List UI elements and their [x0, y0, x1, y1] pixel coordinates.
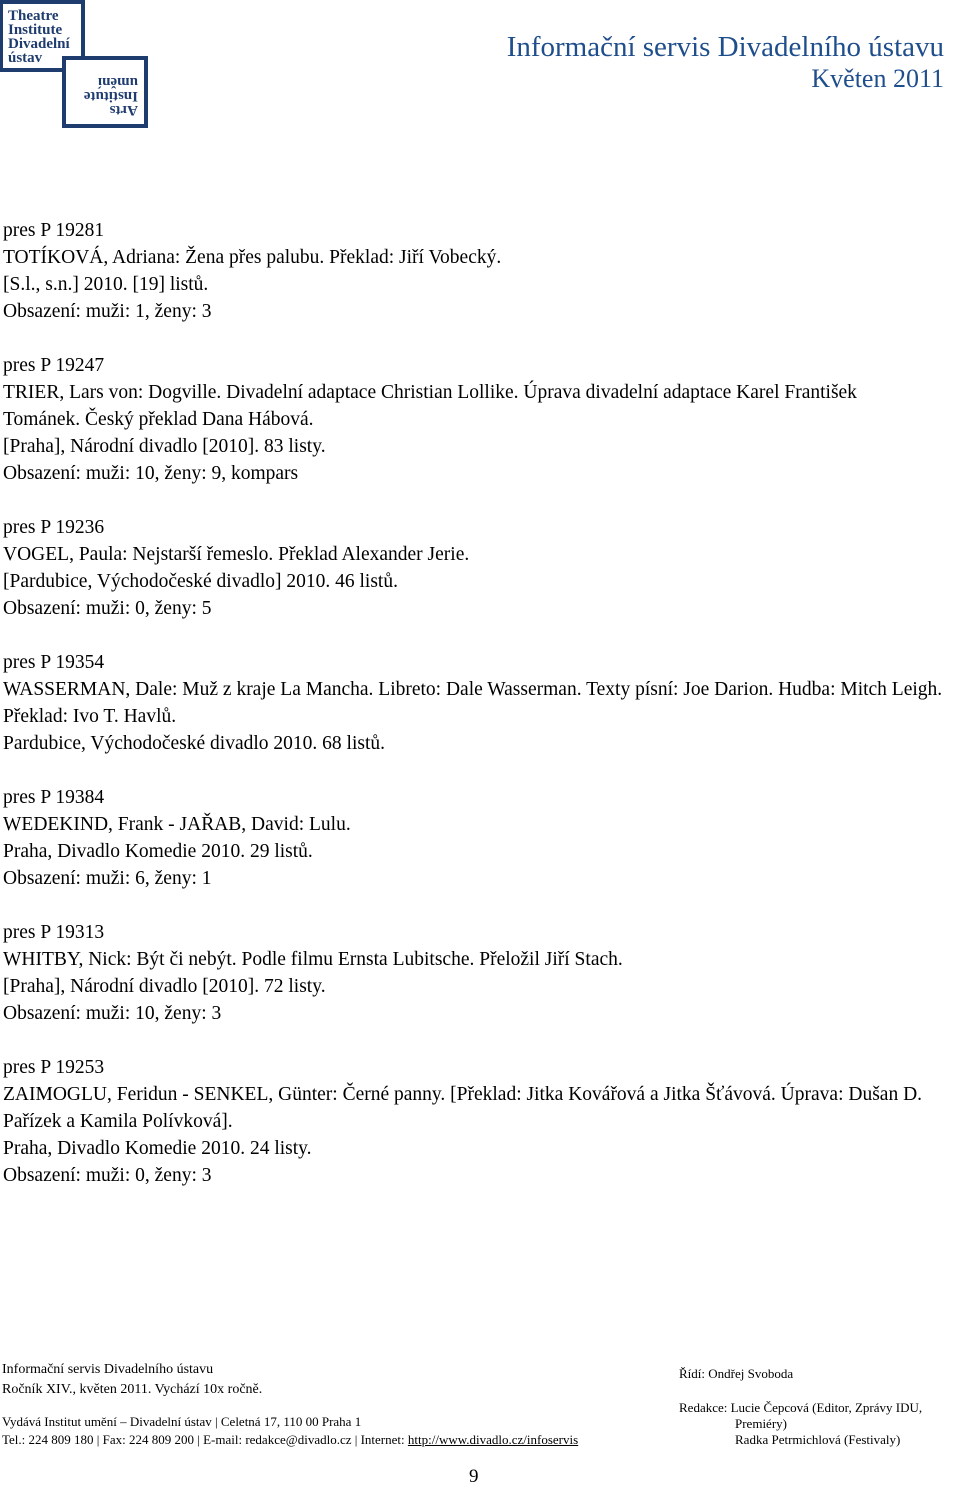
- logo-line-7: umění: [97, 74, 138, 90]
- entry-code: pres P 19313: [3, 922, 105, 943]
- entry-line: [Pardubice, Východočeské divadlo] 2010. 46 listů.: [3, 571, 398, 592]
- catalog-entries: [3, 217, 953, 1216]
- footer-contact-text: Tel.: 224 809 180 | Fax: 224 809 200 | E-mail: redakce@divadlo.cz | Internet:: [2, 1432, 408, 1447]
- catalog-entry: [3, 352, 953, 487]
- logo-line-4: ústav: [8, 50, 43, 66]
- footer-head-editor: Řídí: Ondřej Svoboda: [679, 1366, 794, 1381]
- entry-line: WEDEKIND, Frank - JAŘAB, David: Lulu.: [3, 814, 351, 835]
- entry-code: pres P 19354: [3, 652, 105, 673]
- entry-line: Obsazení: muži: 10, ženy: 3: [3, 1003, 222, 1024]
- entry-line: Obsazení: muži: 0, ženy: 5: [3, 598, 212, 619]
- entry-line: WASSERMAN, Dale: Muž z kraje La Mancha. Libreto: Dale Wasserman. Texty písní: Joe Darion. Hudba: Mitch Leigh. Překlad: Ivo T. Havlů.: [3, 679, 943, 727]
- footer-contact: [2, 1432, 578, 1448]
- entry-code: pres P 19247: [3, 355, 105, 376]
- entry-line: ZAIMOGLU, Feridun - SENKEL, Günter: Černé panny. [Překlad: Jitka Kovářová a Jitka Šťávová. Úprava: Dušan D. Pařízek a Kamila Polívková].: [3, 1084, 923, 1132]
- entry-line: [S.l., s.n.] 2010. [19] listů.: [3, 274, 209, 295]
- footer-magazine: Informační servis Divadelního ústavu: [2, 1362, 214, 1377]
- logo-line-6: Institute: [83, 88, 138, 104]
- entry-line: VOGEL, Paula: Nejstarší řemeslo. Překlad Alexander Jerie.: [3, 544, 470, 565]
- entry-line: Praha, Divadlo Komedie 2010. 24 listy.: [3, 1138, 312, 1159]
- entry-line: Obsazení: muži: 10, ženy: 9, kompars: [3, 463, 299, 484]
- entry-line: Obsazení: muži: 0, ženy: 3: [3, 1165, 212, 1186]
- entry-line: [Praha], Národní divadlo [2010]. 83 listy.: [3, 436, 326, 457]
- catalog-entry: [3, 919, 953, 1027]
- entry-line: [Praha], Národní divadlo [2010]. 72 listy.: [3, 976, 326, 997]
- entry-line: Obsazení: muži: 6, ženy: 1: [3, 868, 212, 889]
- entry-code: pres P 19236: [3, 517, 105, 538]
- entry-line: Obsazení: muži: 1, ženy: 3: [3, 301, 212, 322]
- entry-code: pres P 19384: [3, 787, 105, 808]
- entry-line: TOTÍKOVÁ, Adriana: Žena přes palubu. Překlad: Jiří Vobecký.: [3, 247, 502, 268]
- logo-line-5: Arts: [109, 102, 138, 118]
- entry-line: Pardubice, Východočeské divadlo 2010. 68 listů.: [3, 733, 385, 754]
- catalog-entry: [3, 514, 953, 622]
- footer-volume: Ročník XIV., květen 2011. Vychází 10x ročně.: [2, 1382, 263, 1397]
- entry-code: pres P 19253: [3, 1057, 105, 1078]
- logo-line-3: Divadelní: [8, 36, 70, 52]
- footer-editors-line-3: Radka Petrmichlová (Festivaly): [735, 1432, 901, 1447]
- header-title: Informační servis Divadelního ústavu: [506, 31, 944, 63]
- page-number: 9: [469, 1466, 479, 1487]
- entry-code: pres P 19281: [3, 220, 105, 241]
- entry-line: WHITBY, Nick: Být či nebýt. Podle filmu Ernsta Lubitsche. Přeložil Jiří Stach.: [3, 949, 623, 970]
- footer-editors-line-2: Premiéry): [735, 1416, 787, 1431]
- footer-publisher: Vydává Institut umění – Divadelní ústav | Celetná 17, 110 00 Praha 1: [2, 1414, 362, 1429]
- catalog-entry: [3, 649, 953, 757]
- catalog-entry: [3, 784, 953, 892]
- header-date: Květen 2011: [811, 64, 944, 93]
- theatre-institute-logo: [0, 0, 150, 128]
- logo-line-1: Theatre: [8, 8, 59, 24]
- catalog-entry: [3, 1054, 953, 1189]
- entry-line: Praha, Divadlo Komedie 2010. 29 listů.: [3, 841, 313, 862]
- catalog-entry: [3, 217, 953, 325]
- page-footer: [0, 1362, 960, 1488]
- logo-line-2: Institute: [8, 22, 63, 38]
- footer-editors-line-1: Redakce: Lucie Čepcová (Editor, Zprávy IDU,: [679, 1400, 923, 1415]
- entry-line: TRIER, Lars von: Dogville. Divadelní adaptace Christian Lollike. Úprava divadelní adaptace Karel František Tománek. Český překlad Dana Hábová.: [3, 382, 857, 430]
- footer-website-link[interactable]: http://www.divadlo.cz/infoservis: [407, 1432, 579, 1447]
